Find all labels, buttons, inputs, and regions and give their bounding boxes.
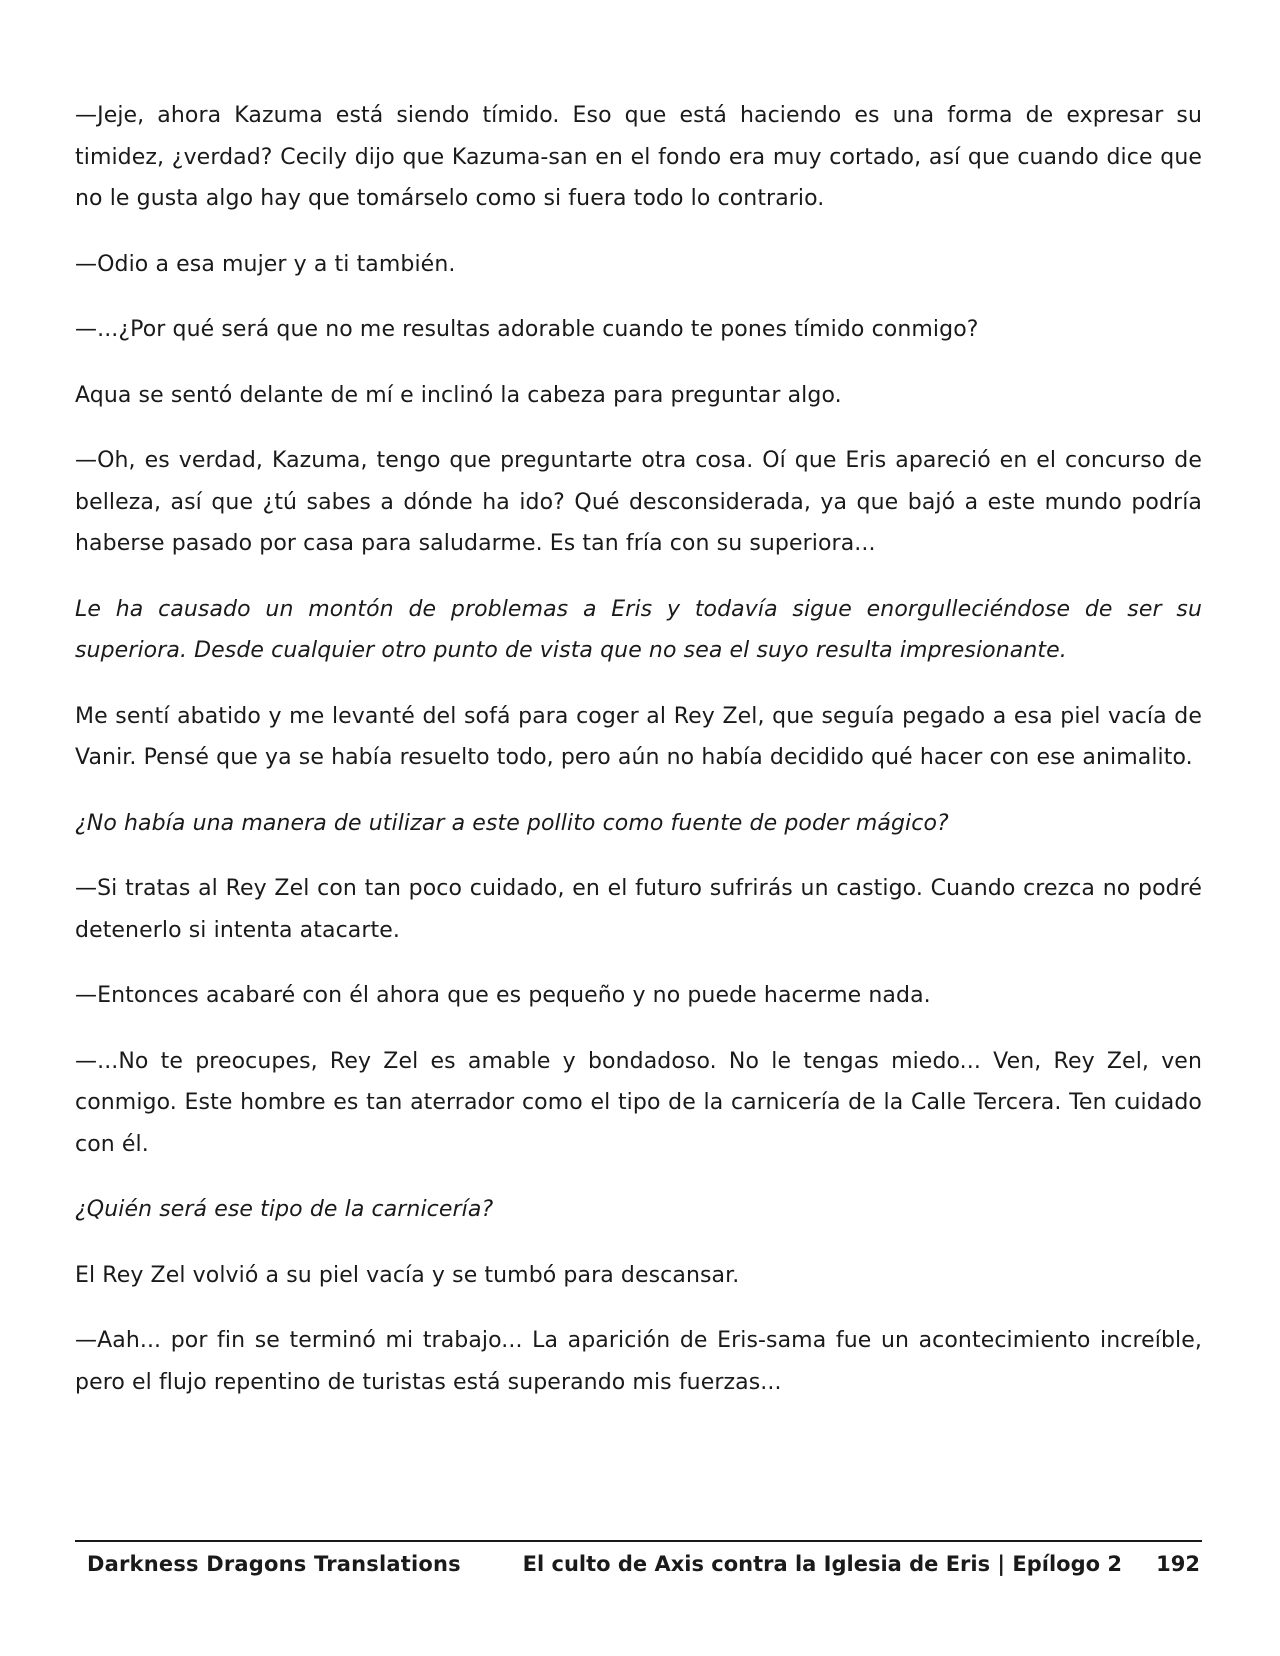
page-body <box>75 95 1202 1427</box>
paragraph: —...No te preocupes, Rey Zel es amable y bondadoso. No le tengas miedo... Ven, Rey Zel, ven conmigo. Este hombre es tan aterrador como el tipo de la carnicería de la Calle Tercera. Ten cuidado con él. <box>75 1048 1202 1157</box>
paragraph: —Si tratas al Rey Zel con tan poco cuidado, en el futuro sufrirás un castigo. Cuando crezca no podré detenerlo si intenta atacarte. <box>75 876 1202 943</box>
paragraph: —Aah... por fin se terminó mi trabajo... La aparición de Eris-sama fue un acontecimiento increíble, pero el flujo repentino de turistas está superando mis fuerzas... <box>75 1328 1202 1395</box>
footer-title: El culto de Axis contra la Iglesia de Eris | Epílogo 2 <box>522 1552 1122 1576</box>
paragraph: —...¿Por qué será que no me resultas adorable cuando te pones tímido conmigo? <box>75 317 979 342</box>
paragraph: Aqua se sentó delante de mí e inclinó la cabeza para preguntar algo. <box>75 382 842 408</box>
paragraph: —Oh, es verdad, Kazuma, tengo que preguntarte otra cosa. Oí que Eris apareció en el concurso de belleza, así que ¿tú sabes a dónde ha ido? Qué desconsiderada, ya que bajó a este mundo podría haberse pasado por casa para saludarme. Es tan fría con su superiora... <box>75 448 1202 556</box>
paragraph: —Entonces acabaré con él ahora que es pequeño y no puede hacerme nada. <box>75 983 931 1008</box>
paragraph-thought: Le ha causado un montón de problemas a Eris y todavía sigue enorgulleciéndose de ser su superiora. Desde cualquier otro punto de vista que no sea el suyo resulta impresionante. <box>75 596 1202 663</box>
paragraph: Me sentí abatido y me levanté del sofá para coger al Rey Zel, que seguía pegado a esa piel vacía de Vanir. Pensé que ya se había resuelto todo, pero aún no había decidido qué hacer con ese animalito. <box>75 703 1202 770</box>
paragraph: El Rey Zel volvió a su piel vacía y se tumbó para descansar. <box>75 1262 740 1288</box>
footer-publisher: Darkness Dragons Translations <box>87 1552 461 1576</box>
paragraph-thought: ¿Quién será ese tipo de la carnicería? <box>75 1197 494 1222</box>
page-footer <box>75 1540 1202 1586</box>
paragraph: —Odio a esa mujer y a ti también. <box>75 251 456 277</box>
page-number: 192 <box>1156 1552 1200 1576</box>
paragraph-thought: ¿No había una manera de utilizar a este pollito como fuente de poder mágico? <box>75 810 949 836</box>
paragraph: —Jeje, ahora Kazuma está siendo tímido. Eso que está haciendo es una forma de expresar su timidez, ¿verdad? Cecily dijo que Kazuma-san en el fondo era muy cortado, así que cuando dice que no le gusta algo hay que tomárselo como si fuera todo lo contrario. <box>75 103 1202 211</box>
